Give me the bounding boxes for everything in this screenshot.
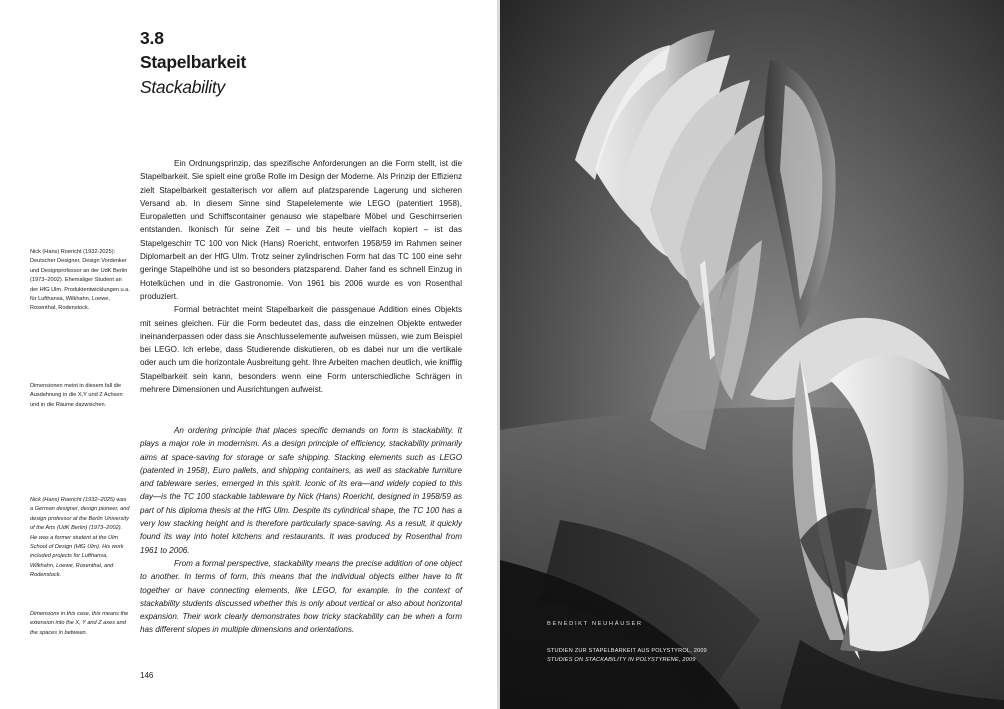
body-text-english bbox=[140, 424, 462, 637]
photo-caption-english: STUDIES ON STACKABILITY IN POLYSTYRENE, 2009 bbox=[547, 657, 696, 663]
left-page bbox=[0, 0, 497, 709]
body-paragraph: An ordering principle that places specific demands on form is stackability. It plays a major role in modernism. As a design principle of efficiency, stackability primarily aims at space-saving for storage or safe shipping. Stacking elements such as LEGO (patented in 1958), Euro pallets, and shipping containers, as well as stackable furniture and tableware series, emerged in this spirit. Iconic of its era—and widely copied to this day—is the TC 100 stackable tableware by Nick (Hans) Roericht, designed in 1958/59 as part of his diploma thesis at the HfG Ulm. Despite its cylindrical shape, the TC 100 has a very low stacking height and is therefore particularly space-saving. As a result, it quickly found its way into hotel kitchens and restaurants. It was produced by Rosenthal from 1961 to 2006. bbox=[140, 426, 462, 555]
body-paragraph: From a formal perspective, stackability means the precise addition of one object to another. In terms of form, this means that the individual objects either have to fit together or have connecting elements, like LEGO, for example. In the context of stackability students discussed whether this is only about vertical or also about horizontal expansion. Their work clearly demonstrates how tricky stackability can be when a form has different slopes in multiple dimensions and orientations. bbox=[140, 558, 462, 635]
margin-note-dimensions-english: Dimensions in this case, this means the extension into the X, Y and Z axes and the spaces in between. bbox=[30, 611, 129, 636]
margin-note-dimensions-german: Dimensionen meint in diesem fall die Ausdehnung in die X,Y und Z Achsen und in die Räume dazwischen. bbox=[30, 383, 123, 408]
margin-note-roericht-german: Nick (Hans) Roericht (1932-2025): Deutscher Designer, Design Vordenker und Designprofessor an der UdK Berlin (1973–2002). Ehemaliger Student an der HfG Ulm. Produktentwicklungen u.a. für Lufthansa, Wilkhahn, Loewe, Rosenthal, Rodenstock. bbox=[30, 249, 130, 312]
body-paragraph: Formal betrachtet meint Stapelbarkeit die passgenaue Addition eines Objekts mit seines gleichen. Für die Form bedeutet das, dass die einzelnen Objekte entweder ineinanderpassen oder dass sie Anschlusselemente aufweisen müssen, wie zum Beispiel bei LEGO. Ich erlebe, dass Studierende diskutieren, ob es dabei nur um die vertikale oder auch um die horizontale Ausbreitung geht. Ihre Arbeiten machen deutlich, wie knifflig Stapelbarkeit sein kann, besonders wenn eine Form unterschiedliche Schrägen in mehrere Dimensionen und Ausrichtungen aufweist. bbox=[140, 305, 462, 395]
section-title-german: Stapelbarkeit bbox=[140, 52, 247, 72]
section-number: 3.8 bbox=[140, 28, 164, 48]
polystyrene-sculpture-photo bbox=[500, 0, 1004, 709]
right-page bbox=[500, 0, 1004, 709]
margin-note-roericht-english: Nick (Hans) Roericht (1932–2025) was a German designer, design pioneer, and design professor at the Berlin University of the Arts (UdK Berlin) (1973–2002). He was a former student at the Ulm School of Design (HfG Ulm). His work included projects for Lufthansa, Wilkhahn, Loewe, Rosenthal, and Rodenstock. bbox=[30, 497, 130, 579]
photographer-credit: BENEDIKT NEUHÄUSER bbox=[547, 621, 643, 627]
photo-caption-german: STUDIEN ZUR STAPELBARKEIT AUS POLYSTYROL, 2009 bbox=[547, 648, 707, 654]
body-paragraph: Ein Ordnungsprinzip, das spezifische Anforderungen an die Form stellt, ist die Stapelbarkeit. Sie spielt eine große Rolle im Design der Moderne. Als Prinzip der Effizienz zielt Stapelbarkeit gestalterisch vor allem auf platzsparende Lagerung und sicheren Versand ab. In diesem Sinne sind Stapelelemente wie LEGO (patentiert 1958), Europaletten und Schiffscontainer genauso wie stapelbare Möbel und Geschirrserien entstanden. Ikonisch für seine Zeit – und bis heute vielfach kopiert – ist das Stapelgeschirr TC 100 von Nick (Hans) Roericht, entworfen 1958/59 im Rahmen seiner Diplomarbeit an der HfG Ulm. Trotz seiner zylindrischen Form hat das TC 100 eine sehr geringe Stapelhöhe und ist so besonders platzsparend. Daher fand es schnell Einzug in Hotelküchen und in die Gastronomie. Von 1961 bis 2006 wurde es von Rosenthal produziert. bbox=[140, 159, 462, 301]
section-title-english: Stackability bbox=[140, 77, 225, 97]
page-number: 146 bbox=[140, 671, 154, 680]
body-text-german bbox=[140, 157, 462, 396]
